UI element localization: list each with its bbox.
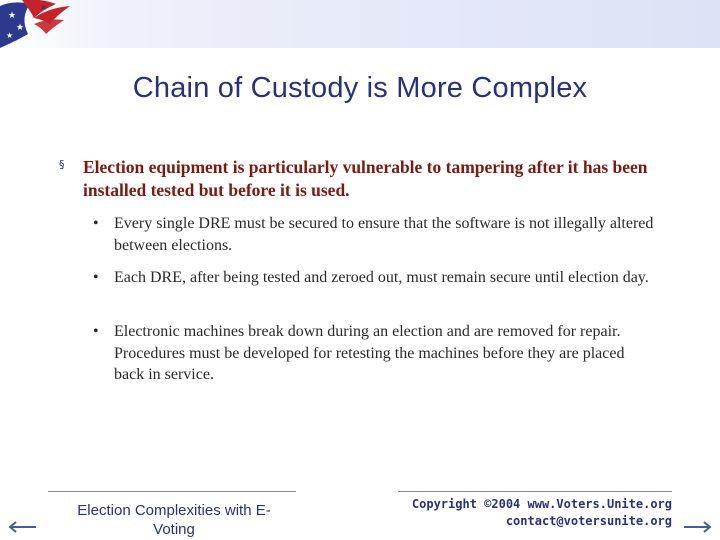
arrow-left-icon[interactable]: [6, 520, 38, 534]
sub-bullet-text: Each DRE, after being tested and zeroed out, must remain secure until election day.: [114, 269, 649, 286]
svg-text:★: ★: [6, 31, 14, 40]
header-band: [0, 0, 720, 48]
sub-bullet-text: Electronic machines break down during an election and are removed for repair. Procedures must be developed for retesting the machines before they are placed back in service.: [114, 323, 625, 383]
slide-title: Chain of Custody is More Complex: [132, 72, 588, 104]
contact-line: contact@votersunite.org: [505, 514, 672, 528]
svg-text:★: ★: [40, 3, 48, 12]
sub-bullet-text: Every single DRE must be secured to ensure that the software is not illegally altered between elections.: [114, 215, 654, 254]
dot-bullet-icon: •: [93, 269, 99, 286]
svg-text:★: ★: [8, 11, 17, 21]
copyright-line: Copyright ©2004 www.Voters.Unite.org: [411, 497, 672, 511]
footer-copyright: [396, 496, 672, 530]
svg-text:★: ★: [16, 23, 25, 33]
square-bullet-icon: §: [59, 158, 65, 171]
main-bullet-text: Election equipment is particularly vulnerable to tampering after it has been installed tested but before it is used.: [83, 157, 648, 200]
flag-stars-logo: [0, 0, 80, 48]
dot-bullet-icon: •: [93, 323, 99, 340]
arrow-right-icon[interactable]: [682, 520, 714, 534]
footer-title: Election Complexities with E-Voting: [77, 502, 271, 538]
footer-divider: [48, 491, 296, 492]
dot-bullet-icon: •: [93, 215, 99, 232]
footer-divider: [398, 491, 672, 492]
